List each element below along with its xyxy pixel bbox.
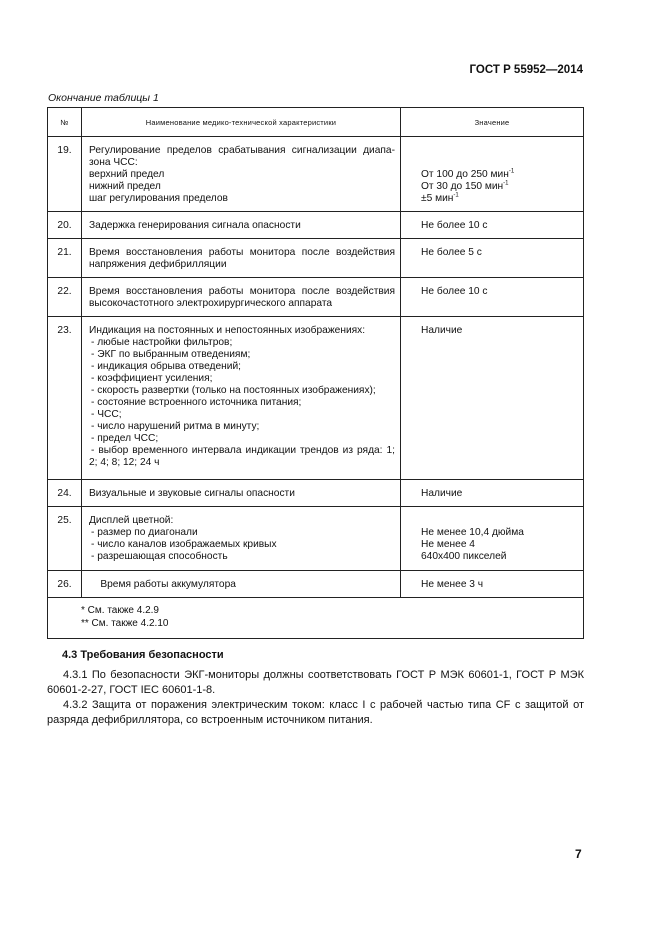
value-text: Не менее 10,4 дюйма [421, 527, 524, 538]
value-line [421, 169, 579, 181]
value-text: Не менее 3 ч [421, 579, 484, 590]
characteristic-line: Время восстановления работы монитора после воздействия [89, 286, 395, 297]
value-line [421, 539, 579, 551]
characteristic-line: - ЧСС; [91, 409, 122, 420]
value-line [421, 579, 579, 591]
note-1: * См. также 4.2.9 [81, 605, 159, 616]
value-text: ±5 мин [421, 193, 454, 204]
value-line [421, 515, 579, 527]
table-row [48, 317, 584, 480]
row-number: 25. [48, 507, 82, 571]
value-text: От 100 до 250 мин [421, 169, 509, 180]
value-line [421, 193, 579, 205]
document-id: ГОСТ Р 55952—2014 [469, 64, 583, 76]
table-notes [48, 598, 584, 639]
characteristic-line: Регулирование пределов срабатывания сигнализации диапа- [89, 145, 395, 156]
value-superscript: -1 [503, 180, 509, 187]
row-characteristic [82, 239, 401, 278]
value-text: 640x400 пикселей [421, 551, 507, 562]
value-line [421, 247, 579, 259]
row-characteristic [82, 507, 401, 571]
value-text: Наличие [421, 325, 463, 336]
table-body [48, 137, 584, 598]
row-value [401, 278, 584, 317]
row-number: 24. [48, 480, 82, 507]
paragraph-4-3-2 [47, 698, 584, 727]
row-characteristic [82, 480, 401, 507]
row-characteristic [82, 317, 401, 480]
column-header-characteristic: Наименование медико-технической характеристики [82, 108, 401, 137]
paragraph-4-3-1 [47, 668, 584, 697]
characteristic-line: - индикация обрыва отведений; [91, 361, 241, 372]
row-value [401, 317, 584, 480]
value-superscript: -1 [508, 168, 515, 175]
value-text: Наличие [421, 488, 463, 499]
characteristic-line: Визуальные и звуковые сигналы опасности [89, 488, 295, 499]
paragraph-4-3-2-text: 4.3.2 Защита от поражения электрическим током: класс I с рабочей частью типа CF с защитой от разряда дефибриллятора, со встроенным источником питания. [47, 699, 584, 726]
table-header-row [48, 108, 584, 137]
characteristic-line: - число нарушений ритма в минуту; [91, 421, 260, 432]
characteristic-line: Задержка генерирования сигнала опасности [89, 220, 301, 231]
characteristic-line: - ЭКГ по выбранным отведениям; [91, 349, 251, 360]
characteristic-line: - разрешающая способность [91, 551, 228, 562]
characteristic-line: Время работы аккумулятора [89, 579, 236, 590]
row-characteristic [82, 571, 401, 598]
value-line [421, 527, 579, 539]
column-header-number: № [48, 108, 82, 137]
row-value [401, 571, 584, 598]
row-value [401, 137, 584, 212]
characteristic-line: высокочастотного электрохирургического аппарата [89, 298, 333, 309]
value-text: От 30 до 150 мин [421, 181, 504, 192]
value-text: Не более 10 с [421, 220, 488, 231]
characteristic-line: Время восстановления работы монитора после воздействия [89, 247, 395, 258]
value-line [421, 286, 579, 298]
row-number: 20. [48, 212, 82, 239]
characteristic-line: шаг регулирования пределов [89, 193, 228, 204]
row-characteristic [82, 278, 401, 317]
value-line [421, 157, 579, 169]
table-row [48, 480, 584, 507]
characteristic-line: напряжения дефибрилляции [89, 259, 227, 270]
value-line [421, 325, 579, 337]
page-number: 7 [575, 847, 582, 861]
table-caption: Окончание таблицы 1 [48, 92, 159, 104]
value-line [421, 145, 579, 157]
table-row [48, 137, 584, 212]
characteristic-line: - скорость развертки (только на постоянных изображениях); [91, 385, 376, 396]
column-header-value: Значение [401, 108, 584, 137]
characteristic-line: - размер по диагонали [91, 527, 198, 538]
characteristic-line: - предел ЧСС; [91, 433, 159, 444]
characteristic-line: нижний предел [89, 181, 161, 192]
value-superscript: -1 [453, 192, 459, 199]
row-number: 23. [48, 317, 82, 480]
row-value [401, 480, 584, 507]
characteristic-line: Индикация на постоянных и непостоянных изображениях: [89, 325, 366, 336]
table-row [48, 571, 584, 598]
section-title: 4.3 Требования безопасности [62, 649, 224, 661]
row-value [401, 239, 584, 278]
table-row [48, 507, 584, 571]
characteristic-line: - число каналов изображаемых кривых [91, 539, 277, 550]
value-text: Не более 5 с [421, 247, 482, 258]
characteristics-table [47, 107, 584, 639]
value-line [421, 220, 579, 232]
characteristic-line: 2; 4; 8; 12; 24 ч [89, 457, 160, 468]
row-characteristic [82, 137, 401, 212]
row-number: 19. [48, 137, 82, 212]
characteristic-line: - выбор временного интервала индикации трендов из ряда: 1; [91, 445, 395, 456]
row-number: 26. [48, 571, 82, 598]
characteristic-line: верхний предел [89, 169, 165, 180]
row-value [401, 212, 584, 239]
table-row [48, 278, 584, 317]
table-row [48, 239, 584, 278]
note-2: ** См. также 4.2.10 [81, 617, 169, 629]
characteristic-line: Дисплей цветной: [89, 515, 174, 526]
row-characteristic [82, 212, 401, 239]
value-line [421, 181, 579, 193]
value-line [421, 488, 579, 500]
row-value [401, 507, 584, 571]
value-text: Не менее 4 [421, 539, 475, 550]
characteristic-line: - состояние встроенного источника питания; [91, 397, 302, 408]
characteristic-line: - любые настройки фильтров; [91, 337, 233, 348]
value-text: Не более 10 с [421, 286, 488, 297]
row-number: 22. [48, 278, 82, 317]
characteristic-line: - коэффициент усиления; [91, 373, 213, 384]
value-line [421, 551, 579, 563]
table-row [48, 212, 584, 239]
row-number: 21. [48, 239, 82, 278]
characteristic-line: зона ЧСС: [89, 157, 138, 168]
table-notes-row [48, 598, 584, 639]
paragraph-4-3-1-text: 4.3.1 По безопасности ЭКГ-мониторы должны соответствовать ГОСТ Р МЭК 60601-1, ГОСТ Р МЭК 60601-2-27, ГОСТ IEC 60601-1-8. [47, 669, 584, 696]
